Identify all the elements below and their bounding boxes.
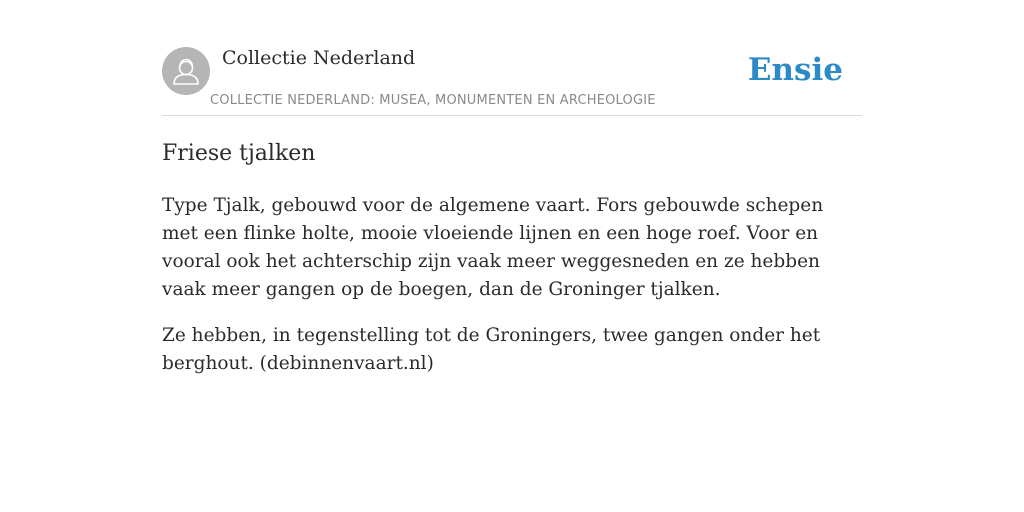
- article-paragraph: Type Tjalk, gebouwd voor de algemene vaart. Fors gebouwde schepen met een flinke holte, mooie vloeiende lijnen en een hoge roef. Voor en vooral ook het achterschip zijn vaak meer weggesneden en ze hebben vaak meer gangen op de boegen, dan de Groninger tjalken.: [162, 195, 824, 300]
- user-silhouette-icon: [162, 47, 210, 95]
- collection-subtitle[interactable]: COLLECTIE NEDERLAND: MUSEA, MONUMENTEN EN ARCHEOLOGIE: [210, 93, 656, 108]
- entry-card: [162, 0, 862, 512]
- article-paragraph: Ze hebben, in tegenstelling tot de Groningers, twee gangen onder het berghout. (debinnenvaart.nl): [162, 325, 821, 374]
- article-body: [162, 192, 862, 396]
- page-title: Friese tjalken: [162, 141, 316, 166]
- header-divider: [162, 115, 862, 116]
- ensie-logo[interactable]: Ensie: [747, 52, 843, 88]
- author-avatar[interactable]: [162, 47, 210, 95]
- author-name-link[interactable]: Collectie Nederland: [222, 47, 416, 69]
